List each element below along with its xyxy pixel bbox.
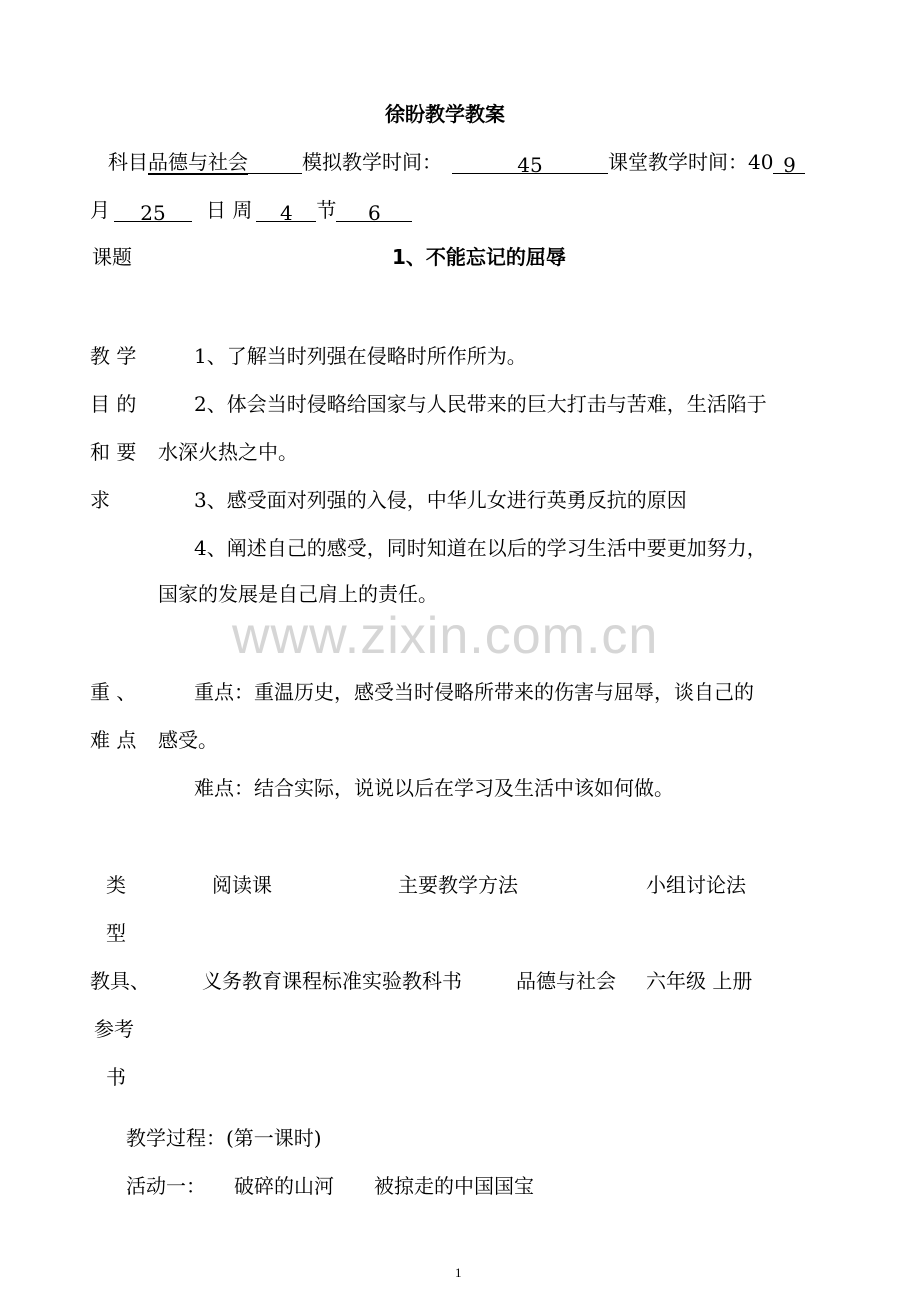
day-value: 25: [114, 201, 192, 222]
watermark: www.zixin.com.cn: [232, 607, 659, 665]
tools-book: 义务教育课程标准实验教科书: [202, 969, 462, 993]
activity-b: 被掠走的中国国宝: [374, 1174, 534, 1198]
tools-label-3: 书: [106, 1065, 126, 1089]
topic-value: 1、不能忘记的屈辱: [392, 245, 566, 269]
week-value: 4: [256, 201, 316, 222]
key-label-1: 重 、: [90, 680, 137, 704]
goal-4b: 国家的发展是自己肩上的责任。: [158, 582, 438, 606]
tools-label-1: 教具、: [90, 969, 150, 993]
month-value: 9: [773, 153, 805, 174]
tools-grade: 六年级 上册: [646, 969, 753, 993]
key-point-a: 重点：重温历史，感受当时侵略所带来的伤害与屈辱，谈自己的: [194, 680, 754, 704]
type-label-2: 型: [106, 921, 126, 945]
period-label: 节: [316, 198, 337, 222]
day-label: 日 周: [206, 198, 253, 222]
month-label: 月: [90, 198, 110, 222]
goal-1: 1、了解当时列强在侵略时所作所为。: [194, 344, 527, 368]
tools-label-2: 参考: [94, 1017, 134, 1041]
type-value: 阅读课: [212, 873, 272, 897]
goals-label-1: 教 学: [90, 344, 137, 368]
goals-label-3: 和 要: [90, 440, 137, 464]
class-time-label: 课堂教学时间：40: [608, 150, 774, 174]
header-line-2: [90, 198, 412, 225]
doc-title: 徐盼教学教案: [385, 102, 505, 126]
goal-4a: 4、阐述自己的感受，同时知道在以后的学习生活中要更加努力，: [194, 536, 767, 560]
goals-label-4: 求: [90, 488, 110, 512]
header-line-1: [108, 150, 805, 177]
activity-label: 活动一：: [126, 1174, 206, 1198]
tools-subject: 品德与社会: [516, 969, 616, 993]
subject-value: 品德与社会: [148, 150, 248, 174]
type-label-1: 类: [106, 873, 126, 897]
process-title: 教学过程：(第一课时): [126, 1126, 322, 1150]
goals-label-2: 目 的: [90, 392, 137, 416]
difficulty: 难点：结合实际，说说以后在学习及生活中该如何做。: [194, 776, 674, 800]
period-value: 6: [336, 201, 412, 222]
subject-blank: [248, 153, 302, 174]
method-value: 小组讨论法: [646, 873, 746, 897]
activity-a: 破碎的山河: [234, 1174, 334, 1198]
subject-label: 科目: [108, 150, 148, 174]
goal-2a: 2、体会当时侵略给国家与人民带来的巨大打击与苦难，生活陷于: [194, 392, 767, 416]
key-label-2: 难 点: [90, 728, 137, 752]
topic-label: 课题: [92, 245, 132, 269]
sim-time-value: 45: [452, 153, 608, 174]
goal-3: 3、感受面对列强的入侵，中华儿女进行英勇反抗的原因: [194, 488, 687, 512]
key-point-b: 感受。: [158, 728, 218, 752]
sim-time-label: 模拟教学时间：: [302, 150, 442, 174]
method-label: 主要教学方法: [398, 873, 518, 897]
page-number: 1: [455, 1265, 462, 1280]
goal-2b: 水深火热之中。: [158, 440, 298, 464]
